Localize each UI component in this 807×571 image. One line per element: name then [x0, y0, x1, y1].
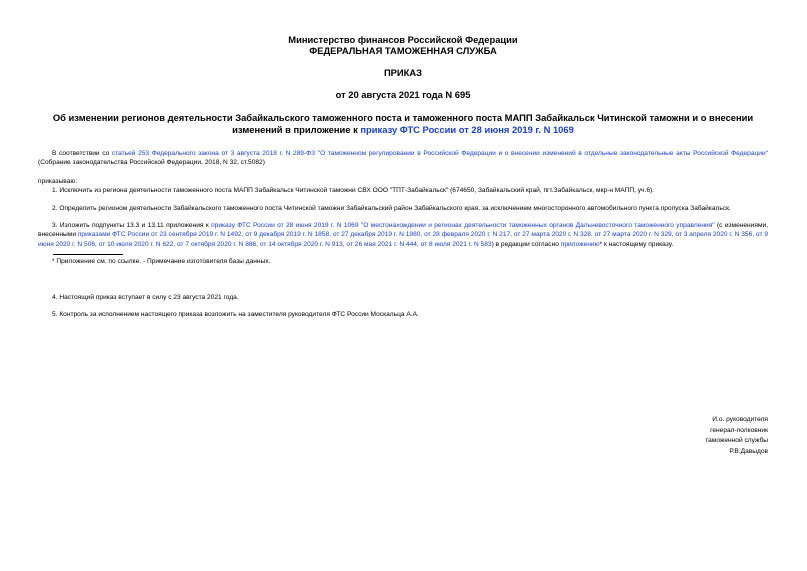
- item-3-text-2: (с изменениями, внесенными: [38, 222, 768, 239]
- item-3: [38, 221, 768, 249]
- item-4: 4. Настоящий приказ вступает в силу с 23 августа 2021 года.: [52, 293, 239, 301]
- signature-block: [560, 415, 768, 457]
- item-3-appendix-link[interactable]: приложению: [560, 240, 600, 248]
- order-word: приказываю:: [38, 177, 78, 185]
- item-3-amendments-link[interactable]: приказами ФТС России от 23 сентября 2019 г. N 1492, от 9 декабря 2019 г. N 1858, от 27 декабря 2019 г. N 1980, от 28 февраля 2020 г. N 217, от 27 марта 2020 г. N 328, от 27 марта 2020 г. N 329, от 3 апреля 2020 г. N 356, от 9 июня 2020 г. N 506, от 10 июля 2020 г. N 622, от 7 октября 2020 г. N 886, от 14 октября 2020 г. N 913, от 26 мая 2021 г. N 444, от 8 июля 2021 г. N 583: [38, 231, 768, 248]
- item-3-text-1: 3. Изложить подпункты 13.3 и 13.11 приложения к: [52, 222, 212, 230]
- preamble-law-link[interactable]: статьей 253 Федерального закона от 3 августа 2018 г. N 289-ФЗ "О таможенном регулировании в Российской Федерации и о внесении изменений в отдельные законодательные акты Российской Федерации": [111, 150, 768, 157]
- service-name: ФЕДЕРАЛЬНАЯ ТАМОЖЕННАЯ СЛУЖБА: [309, 45, 497, 56]
- ministry-name: Министерство финансов Российской Федерации: [288, 34, 518, 45]
- doc-title-text: Об изменении регионов деятельности Забайкальского таможенного поста и таможенного поста МАПП Забайкальск Читинской таможни и о внесении изменений в приложение к: [52, 112, 754, 135]
- doc-title-link[interactable]: приказу ФТС России от 28 июня 2019 г. N 1069: [360, 123, 574, 135]
- footnote-divider: [53, 254, 123, 255]
- preamble: [38, 149, 768, 168]
- item-3-text-3: ) в редакции согласно: [491, 240, 561, 248]
- signature-service: таможенной службы: [705, 437, 768, 445]
- doc-date-number: от 20 августа 2021 года N 695: [335, 89, 471, 100]
- preamble-text-2: (Собрание законодательства Российской Федерации, 2018, N 32, ст.5082): [38, 159, 265, 167]
- signature-rank: генерал-полковник: [710, 426, 768, 434]
- document: [38, 34, 768, 319]
- item-1: 1. Исключить из региона деятельности таможенного поста МАПП Забайкальск Читинской таможни СВХ ООО "ТПТ-Забайкальск" (674650, Забайкальский край, пгт.Забайкальск, мкр-н МАПП, уч.6).: [52, 187, 655, 195]
- signature-name: Р.В.Давыдов: [729, 447, 768, 455]
- item-3-order-link[interactable]: приказу ФТС России от 28 июня 2019 г. N 1069 "О местонахождении и регионах деятельности таможенных органов Дальневосточного таможенного управления": [211, 222, 715, 230]
- signature-position: И.о. руководителя: [712, 416, 768, 423]
- preamble-text-1: В соответствии со: [52, 150, 112, 157]
- item-3-text-4: * к настоящему приказу.: [599, 240, 674, 248]
- doc-type: ПРИКАЗ: [383, 67, 423, 78]
- item-5: 5. Контроль за исполнением настоящего приказа возложить на заместителя руководителя ФТС России Москальца А.А.: [52, 311, 419, 319]
- footnote: * Приложение см. по ссылке. - Примечание изготовителя базы данных.: [52, 258, 271, 266]
- doc-title: [38, 112, 768, 135]
- item-2: 2. Определить регионом деятельности Забайкальского таможенного поста Читинской таможни Забайкальский район Забайкальского края, за исключением многосторонного автомобильного пункта пропуска Забайкальск.: [52, 204, 731, 212]
